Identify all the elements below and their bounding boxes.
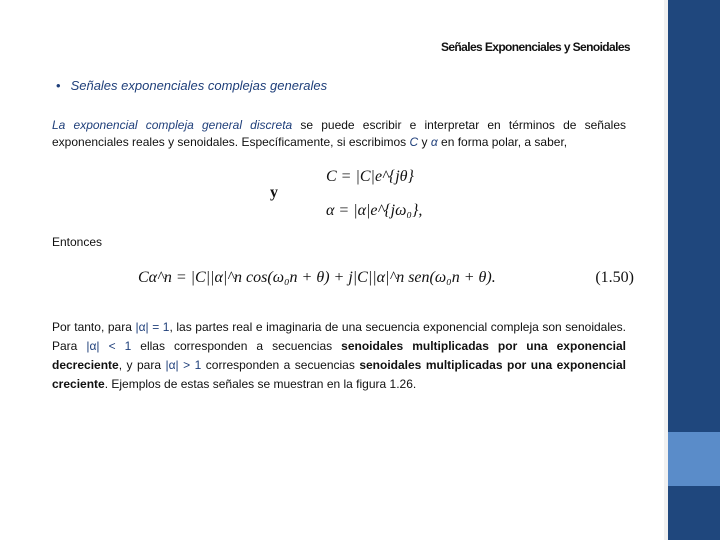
var-alpha: α	[430, 135, 438, 149]
conc-bold-decreasing: senoidales multiplicadas por una exponencial decreciente	[52, 339, 626, 372]
slide-title: Señales Exponenciales y Senoidales	[440, 40, 630, 54]
right-accent-highlight	[668, 432, 720, 486]
entonces-label: Entonces	[52, 235, 103, 249]
conc-bold-increasing: senoidales multiplicadas por una exponencial creciente	[52, 358, 626, 391]
polar-eq-c: C = |C|e^{jθ}	[326, 168, 414, 185]
var-c: C	[409, 135, 419, 149]
polar-eq-alpha: α = |α|e^{jω₀},	[326, 202, 423, 219]
right-accent-bar	[668, 0, 720, 540]
main-equation	[132, 266, 634, 292]
intro-text-2: en forma polar, a saber,	[437, 135, 568, 149]
bullet-heading	[56, 78, 327, 93]
abs-alpha-gt-1: |α| > 1	[165, 358, 202, 372]
conc-text-3: ellas corresponden a secuencias	[131, 339, 342, 353]
bullet-text: Señales exponenciales complejas generales	[70, 78, 328, 93]
equation-number: (1.50)	[595, 269, 634, 286]
abs-alpha-lt-1: |α| < 1	[86, 339, 132, 353]
conc-text-5: corresponden a secuencias	[201, 358, 360, 372]
intro-and: y	[418, 135, 431, 149]
conc-text-2: , las partes real e imaginaria de una secuencia exponencial compleja son senoidales. Para	[52, 320, 627, 353]
intro-text-1: se puede escribir e interpretar en términos de señales exponenciales reales y senoidales. Específicamente, si escribimos	[52, 118, 626, 149]
intro-lead: La exponencial compleja general discreta	[52, 118, 293, 132]
main-equation-formula: Cα^n = |C||α|^n cos(ω₀n + θ) + j|C||α|^n sen(ω₀n + θ).	[138, 269, 496, 286]
conc-text-6: . Ejemplos de estas señales se muestran en la figura 1.26.	[104, 377, 417, 391]
equation-connector: y	[270, 184, 278, 201]
abs-alpha-eq-1: |α| = 1	[135, 320, 170, 334]
bullet-marker: •	[56, 78, 61, 93]
conc-text-4: , y para	[118, 358, 166, 372]
conc-text-1: Por tanto, para	[52, 320, 136, 334]
polar-equations	[260, 166, 423, 230]
conclusion-paragraph	[52, 318, 626, 394]
intro-paragraph	[52, 117, 626, 151]
